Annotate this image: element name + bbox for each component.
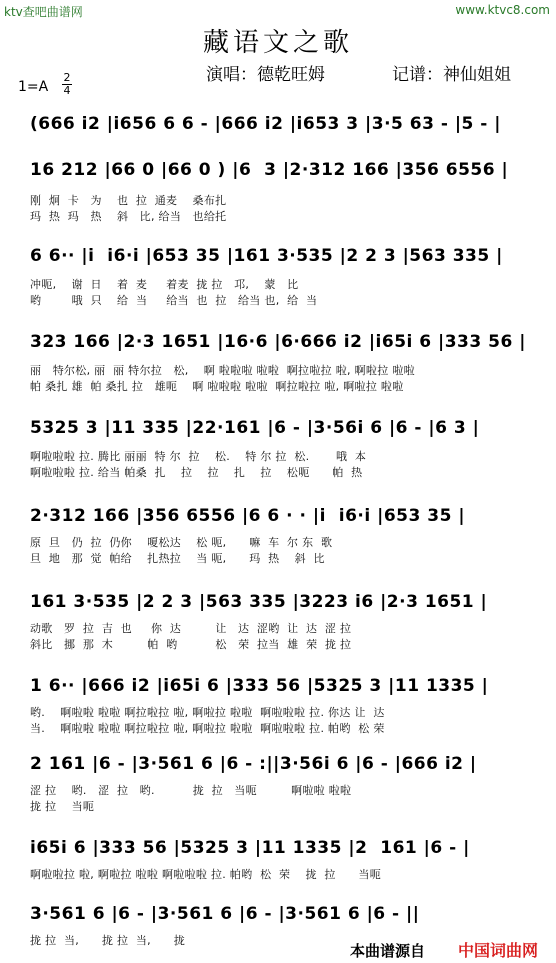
- watermark-left: ktv查吧曲谱网: [4, 5, 83, 19]
- lyric-line-2: 当. 啊啦啦 啦啦 啊拉啦拉 啦, 啊啦拉 啦啦 啊啦啦啦 拉. 帕哟 松 荣: [30, 722, 385, 735]
- lyric-line-2: 拢 拉 当呃: [30, 800, 95, 813]
- lyric-line-1: 啊啦啦拉 啦, 啊啦拉 啦啦 啊啦啦啦 拉. 帕哟 松 荣 拢 拉 当呃: [30, 868, 382, 881]
- lyric-line-2: 玛 热 玛 热 斜 比, 给当 也给托: [30, 210, 227, 223]
- lyric-line-2: 斜比 挪 那 木 帕 哟 松 荣 拉当 雄 荣 拢 拉: [30, 638, 352, 651]
- lyric-line-1: 刚 炯 卡 为 也 拉 通麦 桑布扎: [30, 194, 227, 207]
- lyric-line-2: 帕 桑扎 雄 帕 桑扎 拉 雄呃 啊 啦啦啦 啦啦 啊拉啦拉 啦, 啊啦拉 啦啦: [30, 380, 404, 393]
- notes-line: 1 6·· |666 i2 |i65i 6 |333 56 |5325 3 |11 1335 |: [30, 676, 489, 696]
- footer-source-label: 本曲谱源自: [350, 942, 426, 960]
- time-signature-top: 2: [63, 71, 71, 84]
- lyric-line-1: 丽 特尔松, 丽 丽 特尔拉 松, 啊 啦啦啦 啦啦 啊拉啦拉 啦, 啊啦拉 啦啦: [30, 364, 415, 377]
- lyric-line-1: 拢 拉 当, 拢 拉 当, 拢: [30, 934, 186, 947]
- notes-line: 3·561 6 |6 - |3·561 6 |6 - |3·561 6 |6 - ||: [30, 904, 420, 924]
- lyric-line-2: 哟 哦 只 给 当 给当 也 拉 给当 也, 给 当: [30, 294, 318, 307]
- notes-line: 323 166 |2·3 1651 |16·6 |6·666 i2 |i65i 6 |333 56 |: [30, 332, 526, 352]
- song-title: 藏语文之歌: [202, 28, 353, 58]
- notes-line: 16 212 |66 0 |66 0 ) |6 3 |2·312 166 |356 6556 |: [30, 160, 509, 180]
- lyric-line-1: 冲呃, 谢 日 着 麦 着麦 拢 拉 邛, 蒙 比: [30, 278, 299, 291]
- lyric-line-2: 啊啦啦啦 拉. 给当 帕桑 扎 拉 拉 扎 拉 松呃 帕 热: [30, 466, 363, 479]
- time-signature: [62, 72, 72, 97]
- lyric-line-1: 哟. 啊啦啦 啦啦 啊拉啦拉 啦, 啊啦拉 啦啦 啊啦啦啦 拉. 你达 让 达: [30, 706, 385, 719]
- notes-line: 2 161 |6 - |3·561 6 |6 - :||3·56i 6 |6 - |666 i2 |: [30, 754, 477, 774]
- key-signature: 1=A: [18, 79, 49, 95]
- lyric-line-2: 旦 地 那 觉 帕给 扎热拉 当 呃, 玛 热 斜 比: [30, 552, 325, 565]
- notes-line: i65i 6 |333 56 |5325 3 |11 1335 |2 161 |6 - |: [30, 838, 470, 858]
- notation-credit: 记谱：神仙姐姐: [392, 65, 511, 85]
- lyric-line-1: 动歌 罗 拉 吉 也 你 达 让 达 涩哟 让 达 涩 拉: [30, 622, 352, 635]
- notes-line: 5325 3 |11 335 |22·161 |6 - |3·56i 6 |6 - |6 3 |: [30, 418, 480, 438]
- lyric-line-1: 啊啦啦啦 拉. 腾比 丽丽 特 尔 拉 松. 特 尔 拉 松. 哦 本: [30, 450, 367, 463]
- time-signature-bottom: 4: [63, 84, 71, 97]
- notes-line: 161 3·535 |2 2 3 |563 335 |3223 i6 |2·3 1651 |: [30, 592, 488, 612]
- lyric-line-1: 原 旦 仍 拉 仍你 嗄松达 松 呃, 嘛 车 尔 东 歌: [30, 536, 333, 549]
- watermark-right: www.ktvc8.com: [455, 3, 550, 17]
- lyric-line-1: 涩 拉 哟. 涩 拉 哟. 拢 拉 当呃 啊啦啦 啦啦: [30, 784, 352, 797]
- footer-site-logo: 中国词曲网: [458, 941, 539, 960]
- notes-line: 6 6·· |i i6·i |653 35 |161 3·535 |2 2 3 |563 335 |: [30, 246, 503, 266]
- notes-line: 2·312 166 |356 6556 |6 6 · · |i i6·i |653 35 |: [30, 506, 466, 526]
- notes-line: (666 i2 |i656 6 6 - |666 i2 |i653 3 |3·5 63 - |5 - |: [30, 114, 501, 134]
- singer-credit: 演唱：德乾旺姆: [206, 65, 325, 85]
